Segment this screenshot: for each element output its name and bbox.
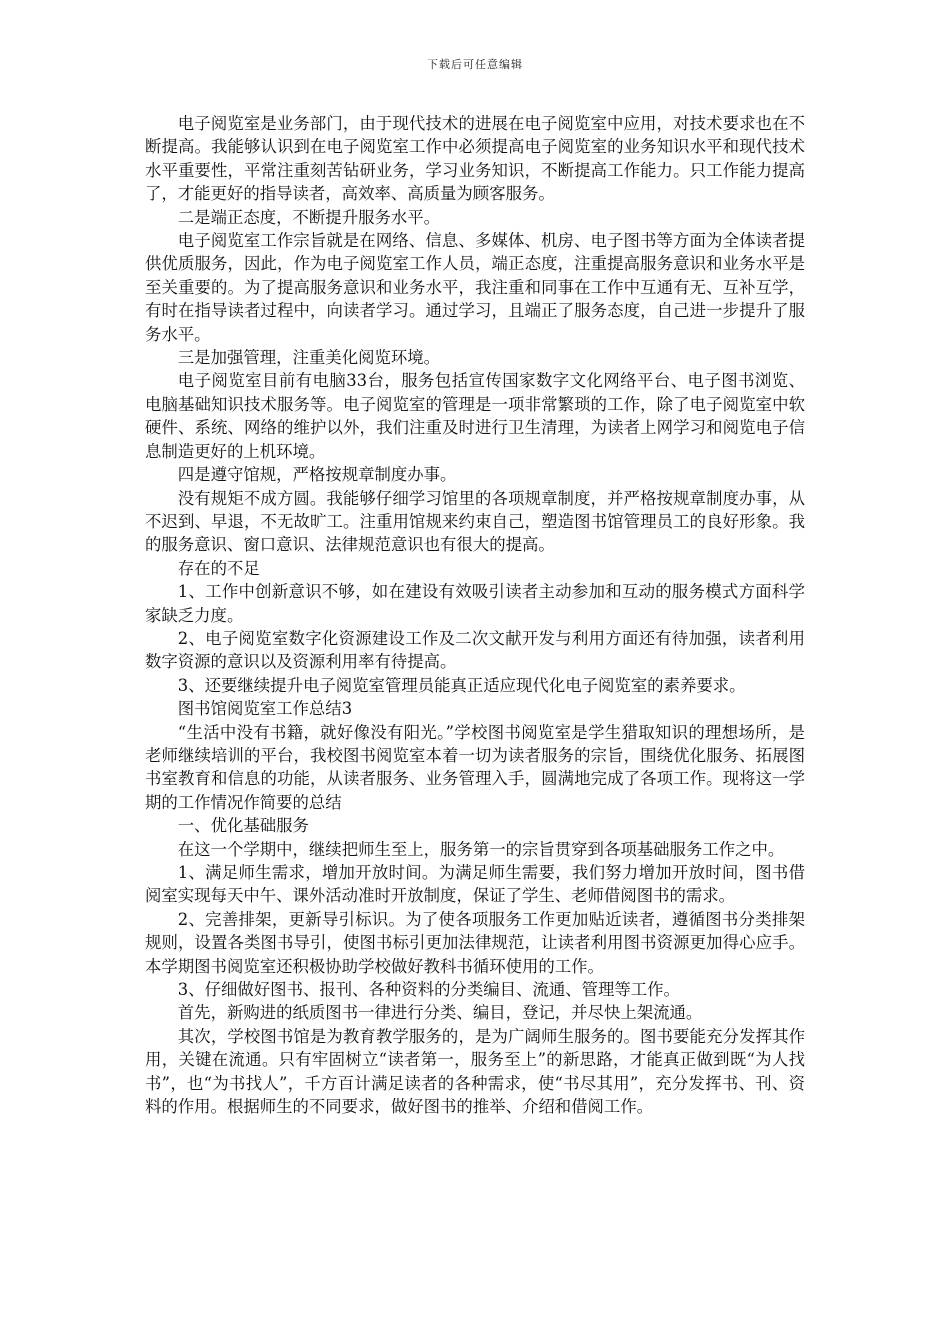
list-item: 3、仔细做好图书、报刊、各种资料的分类编目、流通、管理等工作。 [177, 980, 680, 1000]
list-item: 1、满足师生需求，增加开放时间。为满足师生需要，我们努力增加开放时间，图书借阅室实现每天中午、课外活动准时开放制度，保证了学生、老师借阅图书的需求。 [145, 863, 805, 906]
paragraph: 首先，新购进的纸质图书一律进行分类、编目，登记，并尽快上架流通。 [177, 1003, 703, 1023]
list-item: 2、完善排架，更新导引标识。为了使各项服务工作更加贴近读者，遵循图书分类排架规则，设置各类图书导引，使图书标引更加法律规范，让读者利用图书资源更加得心应手。本学期图书阅览室还积极协助学校做好教科书循环使用的工作。 [145, 909, 805, 976]
document-body [145, 112, 805, 1118]
section-heading: 三是加强管理，注重美化阅览环境。 [177, 348, 441, 368]
document-title: 图书馆阅览室工作总结3 [177, 699, 353, 719]
section-heading: 存在的不足 [177, 558, 260, 578]
section-heading: 二是端正态度，不断提升服务水平。 [177, 207, 441, 227]
list-item: 2、电子阅览室数字化资源建设工作及二次文献开发与利用方面还有待加强，读者利用数字资源的意识以及资源利用率有待提高。 [145, 628, 805, 672]
paragraph: 电子阅览室工作宗旨就是在网络、信息、多媒体、机房、电子图书等方面为全体读者提供优质服务，因此，作为电子阅览室工作人员，端正态度，注重提高服务意识和业务水平是至关重要的。为了提高服务意识和业务水平，我注重和同事在工作中互通有无、互补互学，有时在指导读者过程中，向读者学习。通过学习，且端正了服务态度，自己进一步提升了服务水平。 [145, 231, 805, 344]
section-heading: 四是遵守馆规，严格按规章制度办事。 [177, 465, 457, 485]
list-item: 1、工作中创新意识不够，如在建设有效吸引读者主动参加和互动的服务模式方面科学家缺乏力度。 [145, 582, 805, 625]
paragraph: 没有规矩不成方圆。我能够仔细学习馆里的各项规章制度，并严格按规章制度办事，从不迟到、早退，不无故旷工。注重用馆规来约束自己，塑造图书馆管理员工的良好形象。我的服务意识、窗口意识、法律规范意识也有很大的提高。 [145, 488, 805, 555]
paragraph: “生活中没有书籍，就好像没有阳光。”学校图书阅览室是学生猎取知识的理想场所，是老师继续培训的平台，我校图书阅览室本着一切为读者服务的宗旨，围绕优化服务、拓展图书室教育和信息的功能，从读者服务、业务管理入手，圆满地完成了各项工作。现将这一学期的工作情况作简要的总结 [145, 722, 805, 812]
paragraph: 电子阅览室目前有电脑33台，服务包括宣传国家数字文化网络平台、电子图书浏览、电脑基础知识技术服务等。电子阅览室的管理是一项非常繁琐的工作，除了电子阅览室中软硬件、系统、网络的维护以外，我们注重及时进行卫生清理，为读者上网学习和阅览电子信息制造更好的上机环境。 [145, 371, 805, 461]
paragraph: 在这一个学期中，继续把师生至上，服务第一的宗旨贯穿到各项基础服务工作之中。 [177, 839, 785, 859]
page-header: 下载后可任意编辑 [427, 58, 523, 71]
paragraph: 其次，学校图书馆是为教育教学服务的，是为广阔师生服务的。图书要能充分发挥其作用，关键在流通。只有牢固树立“读者第一，服务至上”的新思路，才能真正做到既“为人找书”，也“为书找人”，千方百计满足读者的各种需求，使“书尽其用”，充分发挥书、刊、资料的作用。根据师生的不同要求，做好图书的推举、介绍和借阅工作。 [145, 1026, 805, 1117]
paragraph: 电子阅览室是业务部门，由于现代技术的进展在电子阅览室中应用，对技术要求也在不断提高。我能够认识到在电子阅览室工作中必须提高电子阅览室的业务知识水平和现代技术水平重要性，平常注重刻苦钻研业务，学习业务知识，不断提高工作能力。只工作能力提高了，才能更好的指导读者，高效率、高质量为顾客服务。 [145, 114, 805, 204]
section-heading: 一、优化基础服务 [177, 816, 309, 836]
list-item: 3、还要继续提升电子阅览室管理员能真正适应现代化电子阅览室的素养要求。 [177, 675, 746, 695]
